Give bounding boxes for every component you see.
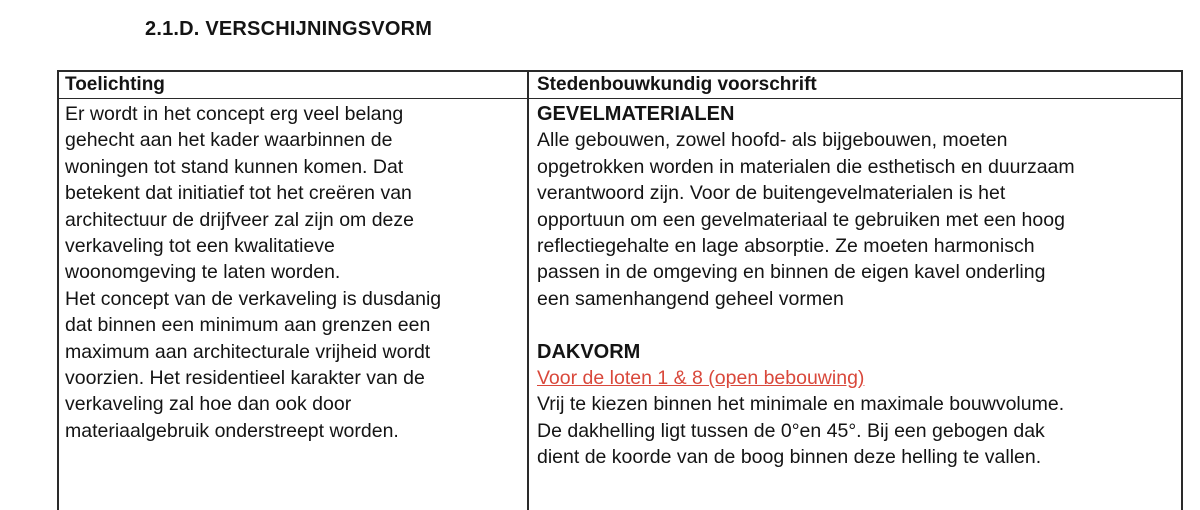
dak-line: De dakhelling ligt tussen de 0°en 45°. Bij een gebogen dak [537,419,1045,442]
toelichting-line: Het concept van de verkaveling is dusdanig [65,287,442,310]
header-toelichting: Toelichting [65,74,165,95]
toelichting-line: architectuur de drijfveer zal zijn om deze [65,208,414,231]
voorschrift-text [537,101,1179,471]
toelichting-line: verkaveling tot een kwalitatieve [65,235,335,258]
regulation-table [57,70,1183,510]
loten-link[interactable]: Voor de loten 1 & 8 (open bebouwing) [537,367,865,390]
dakvorm-heading: DAKVORM [537,340,641,363]
toelichting-line: betekent dat initiatief tot het creëren van [65,182,412,205]
gevel-line: reflectiegehalte en lage absorptie. Ze moeten harmonisch [537,235,1035,258]
toelichting-line: maximum aan architecturale vrijheid wordt [65,340,431,363]
dak-line: Vrij te kiezen binnen het minimale en maximale bouwvolume. [537,393,1065,416]
gevel-line: Alle gebouwen, zowel hoofd- als bijgebouwen, moeten [537,129,1008,152]
gevel-line: een samenhangend geheel vormen [537,287,844,310]
paragraph-spacer [537,312,1179,338]
toelichting-line: materiaalgebruik onderstreept worden. [65,419,399,442]
toelichting-line: woningen tot stand kunnen komen. Dat [65,155,404,178]
toelichting-line: dat binnen een minimum aan grenzen een [65,314,431,337]
gevel-line: opgetrokken worden in materialen die esthetisch en duurzaam [537,155,1075,178]
toelichting-line: gehecht aan het kader waarbinnen de [65,129,393,152]
gevel-line: verantwoord zijn. Voor de buitengevelmaterialen is het [537,182,1006,205]
gevelmaterialen-heading: GEVELMATERIALEN [537,103,735,125]
gevel-line: passen in de omgeving en binnen de eigen kavel onderling [537,261,1046,284]
header-divider [59,98,1181,99]
gevel-line: opportuun om een gevelmateriaal te gebruiken met een hoog [537,208,1065,231]
toelichting-text [65,101,523,444]
dak-line: dient de koorde van de boog binnen deze helling te vallen. [537,446,1042,469]
toelichting-line: Er wordt in het concept erg veel belang [65,103,404,125]
toelichting-line: verkaveling zal hoe dan ook door [65,393,352,416]
section-title: 2.1.D. VERSCHIJNINGSVORM [145,18,433,40]
column-divider [527,72,529,510]
toelichting-line: woonomgeving te laten worden. [65,261,341,284]
header-voorschrift: Stedenbouwkundig voorschrift [537,74,817,95]
toelichting-line: voorzien. Het residentieel karakter van de [65,367,425,390]
